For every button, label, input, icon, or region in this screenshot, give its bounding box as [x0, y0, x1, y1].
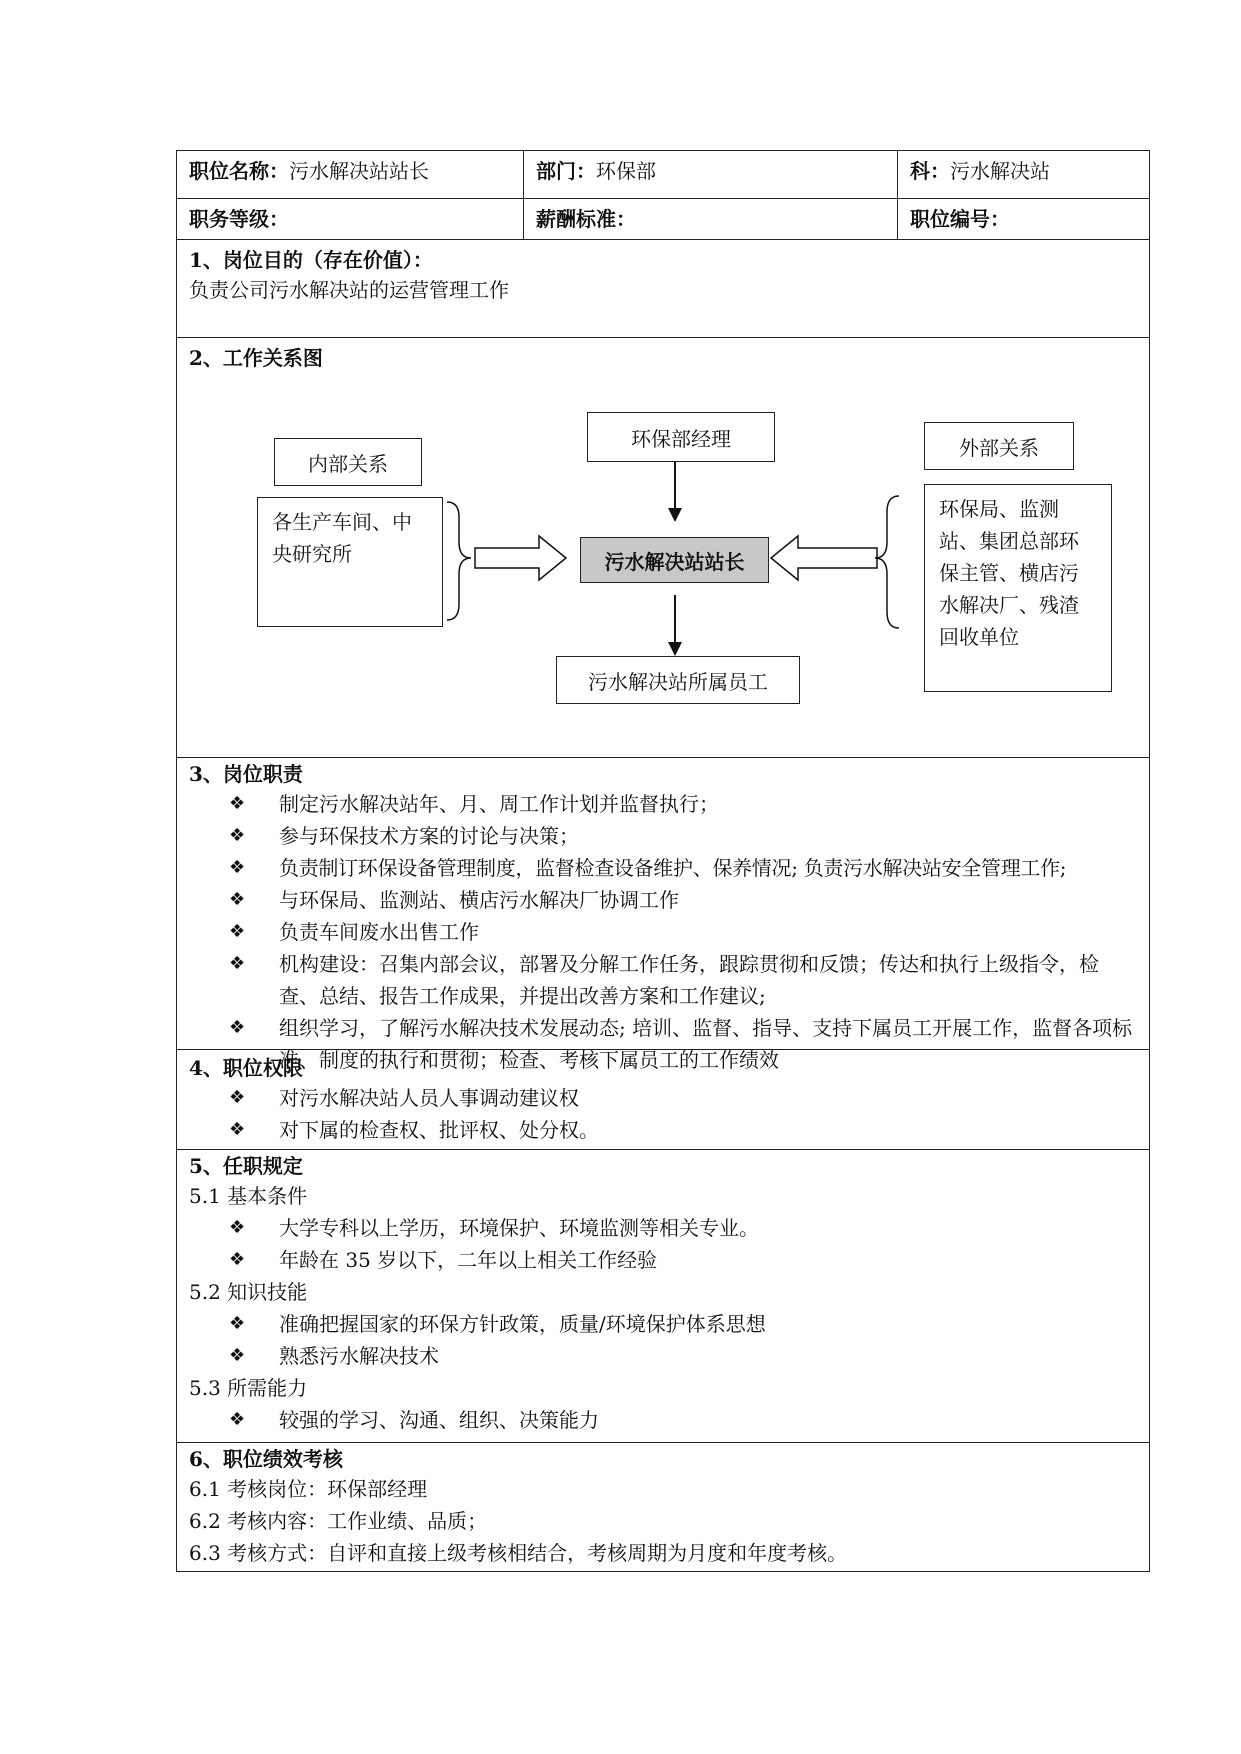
purpose-section — [177, 240, 1149, 338]
left-brace — [447, 502, 471, 620]
external-relations-label-box — [924, 422, 1074, 470]
requirement-text: 大学专科以上学历，环境保护、环境监测等相关专业。 — [279, 1216, 759, 1240]
performance-title: 6、职位绩效考核 — [189, 1447, 343, 1471]
superior-text: 环保部经理 — [631, 426, 731, 451]
list-item — [229, 1308, 1137, 1340]
job-description-table — [176, 150, 1150, 1572]
diamond-bullet-icon: ❖ — [229, 1313, 246, 1334]
diamond-bullet-icon: ❖ — [229, 1249, 246, 1270]
duty-text: 与环保局、监测站、横店污水解决厂协调工作 — [279, 888, 679, 912]
external-relations-label: 外部关系 — [959, 435, 1039, 460]
position-code-cell — [897, 199, 1149, 239]
external-relations-box — [924, 484, 1112, 692]
performance-content — [177, 1443, 1149, 1571]
required-abilities-list — [189, 1404, 1137, 1436]
duty-text: 组织学习，了解污水解决技术发展动态; 培训、监督、指导、支持下属员工开展工作，监督各项标准、制度的执行和贯彻；检查、考核下属员工的工作绩效 — [279, 1016, 1133, 1072]
requirements-content — [177, 1150, 1149, 1442]
diamond-bullet-icon: ❖ — [229, 1119, 246, 1140]
diamond-bullet-icon: ❖ — [229, 1217, 246, 1238]
header-row-2 — [177, 199, 1149, 240]
duty-text: 机构建设：召集内部会议，部署及分解工作任务，跟踪贯彻和反馈；传达和执行上级指令，检查、总结、报告工作成果，并提出改善方案和工作建议; — [279, 952, 1099, 1008]
requirement-text: 较强的学习、沟通、组织、决策能力 — [279, 1408, 599, 1432]
requirements-title: 5、任职规定 — [189, 1154, 303, 1178]
authority-list — [189, 1082, 1137, 1146]
duty-text: 负责车间废水出售工作 — [279, 920, 479, 944]
section-cell — [897, 151, 1149, 198]
performance-section — [177, 1443, 1149, 1571]
grade-label: 职务等级： — [189, 207, 289, 231]
internal-relations-label: 内部关系 — [308, 451, 388, 476]
diamond-bullet-icon: ❖ — [229, 793, 246, 814]
position-name-cell — [177, 151, 523, 198]
basic-conditions-list — [189, 1212, 1137, 1276]
diamond-bullet-icon: ❖ — [229, 857, 245, 878]
performance-line-1: 6.1 考核岗位：环保部经理 — [189, 1477, 428, 1501]
list-item — [229, 820, 1137, 852]
list-item — [229, 916, 1137, 948]
subordinate-box — [556, 656, 800, 704]
department-label: 部门： — [536, 159, 596, 183]
down-arrow-superior-head — [668, 508, 682, 522]
core-position-box — [580, 537, 769, 583]
duties-list — [189, 788, 1137, 1076]
relations-title: 2、工作关系图 — [189, 346, 323, 370]
list-item — [229, 788, 1137, 820]
knowledge-skills-list — [189, 1308, 1137, 1372]
diamond-bullet-icon: ❖ — [229, 889, 246, 910]
internal-relations-label-box — [274, 438, 422, 486]
list-item — [229, 1082, 1137, 1114]
performance-line-3: 6.3 考核方式：自评和直接上级考核相结合，考核周期为月度和年度考核。 — [189, 1541, 848, 1565]
section-value: 污水解决站 — [950, 159, 1050, 183]
relations-content — [177, 338, 1149, 757]
list-item — [229, 948, 1137, 1012]
relations-section — [177, 338, 1149, 758]
duties-title: 3、岗位职责 — [189, 762, 303, 786]
list-item — [229, 1244, 1137, 1276]
requirement-text: 年龄在 35 岁以下，二年以上相关工作经验 — [279, 1248, 658, 1272]
department-value: 环保部 — [596, 159, 656, 183]
list-item — [229, 1114, 1137, 1146]
diamond-bullet-icon: ❖ — [229, 1017, 246, 1038]
left-block-arrow — [475, 536, 566, 580]
external-relations-text: 环保局、监测站、集团总部环保主管、横店污水解决厂、残渣回收单位 — [939, 497, 1079, 649]
knowledge-skills-title: 5.2 知识技能 — [189, 1280, 308, 1304]
list-item — [229, 1212, 1137, 1244]
authority-title: 4、职位权限 — [189, 1056, 303, 1080]
core-position-text: 污水解决站站长 — [604, 549, 745, 574]
relationship-diagram — [189, 372, 1137, 752]
diamond-bullet-icon: ❖ — [229, 1409, 246, 1430]
authority-text: 对污水解决站人员人事调动建议权 — [279, 1086, 579, 1110]
duty-text: 制定污水解决站年、月、周工作计划并监督执行； — [279, 792, 719, 816]
salary-label: 薪酬标准： — [536, 207, 636, 231]
salary-cell — [523, 199, 897, 239]
diamond-bullet-icon: ❖ — [229, 953, 246, 974]
performance-line-2: 6.2 考核内容：工作业绩、品质； — [189, 1509, 488, 1533]
position-code-label: 职位编号： — [910, 207, 1010, 231]
duty-text: 负责制订环保设备管理制度，监督检查设备维护、保养情况; 负责污水解决站安全管理工作; — [279, 856, 1067, 880]
section-label: 科： — [910, 159, 950, 183]
authority-text: 对下属的检查权、批评权、处分权。 — [279, 1118, 599, 1142]
list-item — [229, 852, 1137, 884]
subordinate-text: 污水解决站所属员工 — [588, 669, 768, 694]
requirements-section — [177, 1150, 1149, 1443]
list-item — [229, 1012, 1137, 1076]
duty-text: 参与环保技术方案的讨论与决策； — [279, 824, 579, 848]
position-name-label: 职位名称： — [189, 159, 289, 183]
internal-relations-box — [257, 497, 443, 627]
diamond-bullet-icon: ❖ — [229, 1345, 246, 1366]
requirement-text: 准确把握国家的环保方针政策，质量/环境保护体系思想 — [279, 1312, 766, 1336]
list-item — [229, 1404, 1137, 1436]
grade-cell — [177, 199, 523, 239]
right-brace — [875, 496, 899, 628]
list-item — [229, 884, 1137, 916]
requirement-text: 熟悉污水解决技术 — [279, 1344, 439, 1368]
purpose-text: 负责公司污水解决站的运营管理工作 — [189, 278, 509, 302]
basic-conditions-title: 5.1 基本条件 — [189, 1184, 308, 1208]
department-cell — [523, 151, 897, 198]
down-arrow-subordinate-head — [668, 642, 682, 656]
internal-relations-text: 各生产车间、中央研究所 — [272, 510, 412, 566]
superior-box — [587, 412, 775, 462]
diamond-bullet-icon: ❖ — [229, 921, 246, 942]
purpose-content — [177, 240, 521, 337]
header-row-1 — [177, 151, 1149, 199]
diamond-bullet-icon: ❖ — [229, 825, 246, 846]
list-item — [229, 1340, 1137, 1372]
required-abilities-title: 5.3 所需能力 — [189, 1376, 308, 1400]
purpose-title: 1、岗位目的（存在价值）： — [189, 248, 433, 272]
right-block-arrow — [771, 536, 877, 580]
position-name-value: 污水解决站站长 — [289, 159, 429, 183]
diamond-bullet-icon: ❖ — [229, 1087, 246, 1108]
